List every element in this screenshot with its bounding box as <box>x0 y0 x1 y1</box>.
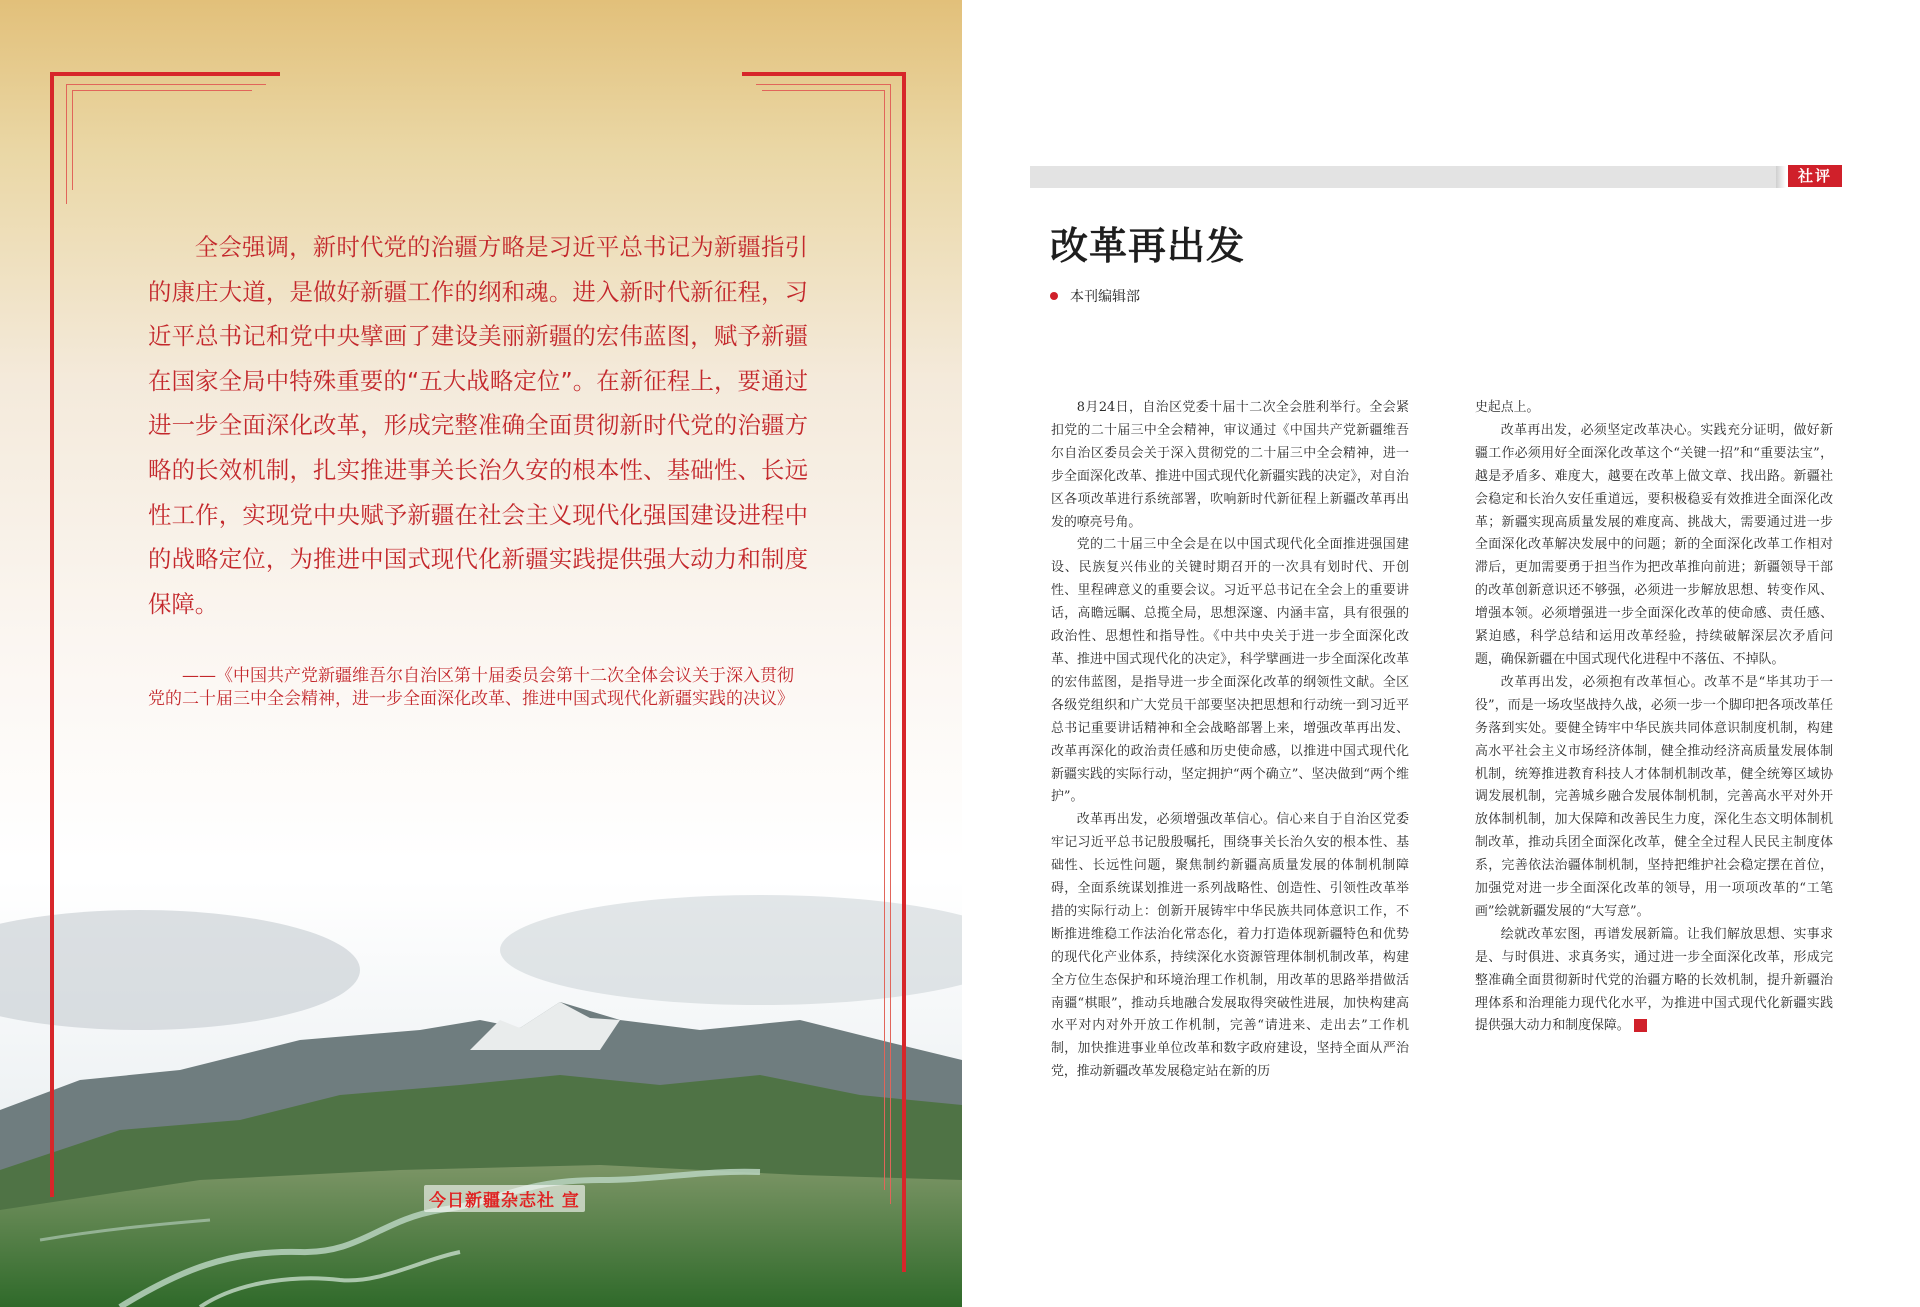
frame-inner-right <box>890 84 891 1204</box>
byline-text: 本刊编辑部 <box>1070 289 1140 305</box>
frame-top-right <box>742 72 906 76</box>
paragraph-text: 绘就改革宏图，再谱发展新篇。让我们解放思想、实事求是、与时俱进、求真务实，通过进一步全面深化改革，形成完整准确全面贯彻新时代党的治疆方略的长效机制，提升新疆治理体系和治理能力现代化水平，为推进中国式现代化新疆实践提供强大动力和制度保障。 <box>1475 926 1833 1034</box>
quote-text: 全会强调，新时代党的治疆方略是习近平总书记为新疆指引的康庄大道，是做好新疆工作的纲和魂。进入新时代新征程，习近平总书记和党中央擘画了建设美丽新疆的宏伟蓝图，赋予新疆在国家全局中特殊重要的“五大战略定位”。在新征程上，要通过进一步全面深化改革，形成完整准确全面贯彻新时代党的治疆方略的长效机制，扎实推进事关长治久安的根本性、基础性、长远性工作，实现党中央赋予新疆在社会主义现代化强国建设进程中的战略定位，为推进中国式现代化新疆实践提供强大动力和制度保障。 <box>148 233 808 618</box>
frame-inner-left <box>66 84 67 204</box>
frame-inner-top-2 <box>72 90 252 91</box>
landscape-photo <box>0 880 962 1307</box>
frame-inner-right-2 <box>884 90 885 1190</box>
frame-inner-top-right <box>756 84 891 85</box>
magazine-logo: 今日新疆杂志社 宣 <box>424 1185 585 1212</box>
frame-top-left <box>50 72 280 76</box>
paragraph: 史起点上。 <box>1475 400 1540 415</box>
article-title: 改革再出发 <box>1050 224 1246 268</box>
right-page <box>962 0 1920 1307</box>
frame-right <box>902 72 906 1272</box>
header-bar-edge <box>1776 166 1786 188</box>
column-tag: 社评 <box>1788 165 1842 187</box>
article-column-right <box>1475 397 1833 1038</box>
paragraph: 改革再出发，必须抱有改革恒心。改革不是“毕其功于一役”，而是一场攻坚战持久战，必须一步一个脚印把各项改革任务落到实处。要健全铸牢中华民族共同体意识制度机制，构建高水平社会主义市场经济体制，健全推动经济高质量发展体制机制，统筹推进教育科技人才体制机制改革，健全统筹区域协调发展机制，完善城乡融合发展体制机制，完善高水平对外开放体制机制，加大保障和改善民生力度，深化生态文明体制机制改革，推动兵团全面深化改革，健全全过程人民民主制度体系，完善依法治疆体制机制，坚持把维护社会稳定摆在首位，加强党对进一步全面深化改革的领导，用一项项改革的“工笔画”绘就新疆发展的“大写意”。 <box>1475 674 1833 919</box>
byline-dot-icon <box>1050 292 1058 300</box>
frame-left <box>50 72 54 1197</box>
paragraph: 党的二十届三中全会是在以中国式现代化全面推进强国建设、民族复兴伟业的关键时期召开的一次具有划时代、开创性、里程碑意义的重要会议。习近平总书记在全会上的重要讲话，高瞻远瞩、总揽全局，思想深邃、内涵丰富，具有很强的政治性、思想性和指导性。《中共中央关于进一步全面深化改革、推进中国式现代化的决定》，科学擘画进一步全面深化改革的宏伟蓝图，是指导进一步全面深化改革的纲领性文献。全区各级党组织和广大党员干部要坚决把思想和行动统一到习近平总书记重要讲话精神和全会战略部署上来，增强改革再出发、改革再深化的政治责任感和历史使命感，以推进中国式现代化新疆实践的实际行动，坚定拥护“两个确立”、坚决做到“两个维护”。 <box>1051 537 1409 805</box>
quote-source: ——《中国共产党新疆维吾尔自治区第十届委员会第十二次全体会议关于深入贯彻党的二十届三中全会精神，进一步全面深化改革、推进中国式现代化新疆实践的决议》 <box>148 666 794 709</box>
paragraph: 改革再出发，必须增强改革信心。信心来自于自治区党委牢记习近平总书记殷殷嘱托，围绕事关长治久安的根本性、基础性、长远性问题，聚焦制约新疆高质量发展的体制机制障碍，全面系统谋划推进一系列战略性、创造性、引领性改革举措的实际行动上：创新开展铸牢中华民族共同体意识工作，不断推进维稳工作法治化常态化，着力打造体现新疆特色和优势的现代化产业体系，持续深化水资源管理体制机制改革，构建全方位生态保护和环境治理工作机制，用改革的思路举措做活南疆“棋眼”，推动兵地融合发展取得突破性进展，加快构建高水平对内对外开放工作机制，完善“请进来、走出去”工作机制，加快推进事业单位改革和数字政府建设，坚持全面从严治党，推动新疆改革发展稳定站在新的历 <box>1051 812 1409 1080</box>
paragraph: 8月24日，自治区党委十届十二次全会胜利举行。全会紧扣党的二十届三中全会精神，审议通过《中国共产党新疆维吾尔自治区委员会关于深入贯彻党的二十届三中全会精神，进一步全面深化改革、推进中国式现代化新疆实践的决定》，对自治区各项改革进行系统部署，吹响新时代新征程上新疆改革再出发的嘹亮号角。 <box>1051 400 1409 530</box>
frame-inner-left-2 <box>72 90 73 190</box>
header-bar <box>1030 166 1776 188</box>
byline <box>1050 286 1140 306</box>
paragraph: 改革再出发，必须坚定改革决心。实践充分证明，做好新疆工作必须用好全面深化改革这个“关键一招”和“重要法宝”，越是矛盾多、难度大，越要在改革上做文章、找出路。新疆社会稳定和长治久安任重道远，要积极稳妥有效推进全面深化改革；新疆实现高质量发展的难度高、挑战大，需要通过进一步全面深化改革解决发展中的问题；新的全面深化改革工作相对滞后，更加需要勇于担当作为把改革推向前进；新疆领导干部的改革创新意识还不够强，必须进一步解放思想、转变作风、增强本领。必须增强进一步全面深化改革的使命感、责任感、紧迫感，科学总结和运用改革经验，持续破解深层次矛盾问题，确保新疆在中国式现代化进程中不落伍、不掉队。 <box>1475 422 1833 667</box>
paragraph-last <box>1475 924 1833 1039</box>
frame-inner-top-right-2 <box>762 90 885 91</box>
article-column-left <box>1051 397 1409 1084</box>
frame-inner-top <box>66 84 266 85</box>
end-mark-icon: ◢ <box>1634 1019 1647 1032</box>
